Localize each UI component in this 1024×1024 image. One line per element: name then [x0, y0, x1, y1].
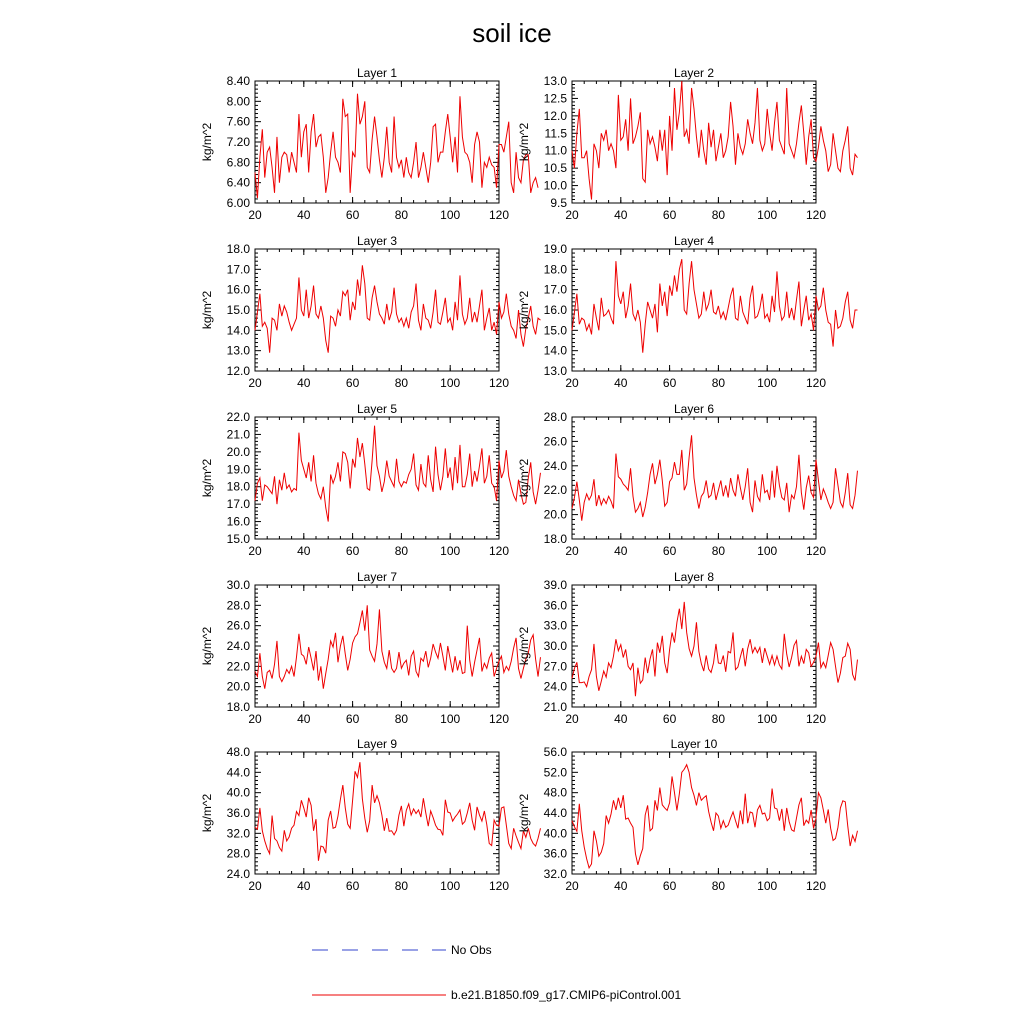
layer-7-ytick-label-2: 22.0: [226, 659, 250, 674]
layer-5-ytick-label-3: 18.0: [226, 479, 250, 494]
layer-3-xtick-label-3: 80: [394, 376, 409, 390]
layer-2-title: Layer 2: [673, 66, 715, 80]
layer-1-xtick-label-1: 40: [297, 208, 311, 222]
layer-5-ytick-label-0: 15.0: [226, 532, 250, 546]
layer-10-ytick-label-6: 56.0: [543, 745, 567, 759]
layer-1-title: Layer 1: [356, 66, 398, 80]
layer-1-xtick-label-5: 120: [488, 208, 510, 222]
layer-4-ytick-label-0: 13.0: [543, 364, 567, 378]
layer-6-ytick-label-2: 22.0: [543, 483, 567, 498]
layer-9-title: Layer 9: [356, 737, 398, 751]
layer-7-xtick-label-4: 100: [440, 712, 461, 726]
layer-4-ytick-label-3: 16.0: [543, 303, 567, 317]
layer-8-xtick-label-5: 120: [805, 712, 827, 726]
layer-7-ytick-label-5: 28.0: [226, 598, 250, 613]
layer-10-ylabel: kg/m^2: [517, 793, 531, 833]
layer-8-ytick-label-5: 36.0: [543, 598, 567, 613]
layer-5-ytick-label-6: 21.0: [226, 427, 250, 442]
layer-4-xtick-label-2: 60: [662, 376, 677, 390]
layer-1-ytick-label-2: 6.80: [226, 155, 250, 170]
layer-10-xtick-label-0: 20: [565, 879, 579, 893]
layer-5-ytick-label-2: 17.0: [226, 497, 250, 512]
layer-3-xtick-label-5: 120: [488, 376, 510, 390]
layer-8-panel: [517, 570, 857, 726]
legend: [312, 943, 681, 1002]
legend-no-obs-label: No Obs: [451, 943, 492, 957]
layer-2-ytick-label-0: 9.5: [550, 196, 567, 210]
layer-5-ytick-label-4: 19.0: [226, 462, 250, 477]
layer-7-ytick-label-6: 30.0: [226, 578, 250, 592]
layer-7-xtick-label-5: 120: [488, 712, 510, 726]
layer-7-ylabel: kg/m^2: [200, 626, 214, 666]
layer-1-xtick-label-4: 100: [440, 208, 461, 222]
layer-7-xtick-label-1: 40: [297, 712, 311, 726]
layer-2-xtick-label-5: 120: [805, 208, 827, 222]
layer-2-ytick-label-3: 11.0: [544, 143, 567, 158]
layer-4-ytick-label-5: 18.0: [543, 262, 567, 277]
layer-3-xtick-label-1: 40: [297, 376, 311, 390]
layer-4-ylabel: kg/m^2: [517, 290, 531, 330]
layer-3-series-line: [255, 265, 540, 352]
layer-3-ylabel: kg/m^2: [200, 290, 214, 330]
layer-3-panel: [200, 234, 540, 390]
layer-4-xtick-label-0: 20: [565, 376, 579, 390]
layer-2-xtick-label-2: 60: [662, 208, 677, 222]
layer-9-ytick-label-6: 48.0: [226, 745, 250, 759]
layer-9-ylabel: kg/m^2: [200, 793, 214, 833]
layer-1-ytick-label-3: 7.20: [226, 135, 250, 149]
layer-7-panel: [200, 570, 540, 726]
layer-6-ytick-label-3: 24.0: [543, 458, 567, 473]
layer-8-xtick-label-2: 60: [662, 712, 677, 726]
layer-5-xtick-label-0: 20: [248, 544, 262, 558]
layer-3-ytick-label-2: 14.0: [226, 323, 250, 338]
layer-8-xtick-label-0: 20: [565, 712, 579, 726]
layer-6-xtick-label-1: 40: [614, 544, 628, 558]
layer-6-xtick-label-4: 100: [757, 544, 778, 558]
layer-1-ytick-label-1: 6.40: [226, 175, 250, 190]
layer-7-ytick-label-3: 24.0: [226, 639, 250, 653]
layer-8-title: Layer 8: [673, 570, 715, 584]
layer-2-ylabel: kg/m^2: [517, 122, 531, 162]
layer-5-xtick-label-4: 100: [440, 544, 461, 558]
layer-10-xtick-label-5: 120: [805, 879, 827, 893]
layer-3-title: Layer 3: [356, 234, 398, 248]
layer-3-ytick-label-5: 17.0: [226, 262, 250, 277]
layer-6-ytick-label-4: 26.0: [543, 434, 567, 449]
layer-10-panel: [517, 737, 857, 893]
layer-6-ylabel: kg/m^2: [517, 458, 531, 498]
panels: [200, 66, 857, 893]
layer-9-ytick-label-0: 24.0: [226, 867, 250, 881]
layer-8-xtick-label-1: 40: [614, 712, 628, 726]
layer-2-xtick-label-1: 40: [614, 208, 628, 222]
layer-3-ytick-label-1: 13.0: [226, 343, 250, 358]
layer-3-ytick-label-0: 12.0: [226, 364, 250, 378]
layer-5-xtick-label-3: 80: [394, 544, 409, 558]
layer-6-xtick-label-0: 20: [565, 544, 579, 558]
layer-2-ytick-label-5: 12.0: [543, 108, 567, 123]
layer-4-xtick-label-3: 80: [711, 376, 726, 390]
layer-9-ytick-label-3: 36.0: [226, 806, 250, 820]
layer-8-ytick-label-4: 33.0: [543, 618, 567, 633]
layer-5-panel: [200, 402, 540, 558]
layer-8-ytick-label-6: 39.0: [543, 578, 567, 592]
layer-6-ytick-label-5: 28.0: [543, 410, 567, 424]
layer-10-frame: [572, 752, 816, 874]
layer-3-ytick-label-3: 15.0: [226, 303, 250, 317]
layer-1-ylabel: kg/m^2: [200, 122, 214, 162]
layer-2-ytick-label-1: 10.0: [543, 178, 567, 193]
layer-9-panel: [200, 737, 540, 893]
layer-7-ytick-label-0: 18.0: [226, 700, 250, 714]
layer-6-series-line: [572, 435, 857, 520]
layer-10-ytick-label-0: 32.0: [543, 867, 567, 881]
layer-5-frame: [255, 417, 499, 539]
layer-4-xtick-label-4: 100: [757, 376, 778, 390]
layer-7-xtick-label-0: 20: [248, 712, 262, 726]
layer-4-ytick-label-1: 14.0: [543, 343, 567, 358]
layer-5-ylabel: kg/m^2: [200, 458, 214, 498]
layer-9-ytick-label-4: 40.0: [226, 785, 250, 800]
layer-8-ytick-label-2: 27.0: [543, 659, 567, 674]
layer-8-ytick-label-0: 21.0: [543, 700, 567, 714]
legend-model-label: b.e21.B1850.f09_g17.CMIP6-piControl.001: [451, 988, 682, 1002]
layer-7-ytick-label-4: 26.0: [226, 618, 250, 633]
layer-10-ytick-label-2: 40.0: [543, 826, 567, 841]
layer-10-ytick-label-1: 36.0: [543, 846, 567, 861]
layer-2-ytick-label-7: 13.0: [543, 74, 567, 88]
layer-3-xtick-label-0: 20: [248, 376, 262, 390]
layer-10-ytick-label-5: 52.0: [543, 765, 567, 780]
layer-9-xtick-label-3: 80: [394, 879, 409, 893]
layer-2-ytick-label-6: 12.5: [543, 91, 567, 106]
layer-1-xtick-label-2: 60: [345, 208, 360, 222]
layer-2-panel: [517, 66, 857, 222]
layer-4-ytick-label-4: 17.0: [543, 282, 567, 297]
layer-9-xtick-label-0: 20: [248, 879, 262, 893]
layer-7-xtick-label-3: 80: [394, 712, 409, 726]
layer-3-xtick-label-2: 60: [345, 376, 360, 390]
layer-8-series-line: [572, 602, 857, 696]
layer-1-ytick-label-6: 8.40: [226, 74, 250, 88]
layer-2-xtick-label-4: 100: [757, 208, 778, 222]
layer-10-xtick-label-4: 100: [757, 879, 778, 893]
layer-7-ytick-label-1: 20.0: [226, 679, 250, 694]
layer-4-xtick-label-5: 120: [805, 376, 827, 390]
layer-6-xtick-label-2: 60: [662, 544, 677, 558]
layer-5-xtick-label-2: 60: [345, 544, 360, 558]
layer-4-xtick-label-1: 40: [614, 376, 628, 390]
layer-5-ytick-label-1: 16.0: [226, 514, 250, 529]
layer-9-xtick-label-4: 100: [440, 879, 461, 893]
layer-5-xtick-label-1: 40: [297, 544, 311, 558]
layer-10-xtick-label-2: 60: [662, 879, 677, 893]
layer-5-xtick-label-5: 120: [488, 544, 510, 558]
layer-1-series-line: [255, 94, 538, 198]
layer-2-ytick-label-2: 10.5: [543, 161, 567, 176]
layer-10-xtick-label-3: 80: [711, 879, 726, 893]
layer-1-xtick-label-0: 20: [248, 208, 262, 222]
layer-9-xtick-label-5: 120: [488, 879, 510, 893]
layer-6-panel: [517, 402, 857, 558]
layer-5-title: Layer 5: [356, 402, 398, 416]
layer-9-frame: [255, 752, 499, 874]
layer-3-xtick-label-4: 100: [440, 376, 461, 390]
layer-7-xtick-label-2: 60: [345, 712, 360, 726]
layer-10-xtick-label-1: 40: [614, 879, 628, 893]
layer-4-panel: [517, 234, 857, 390]
layer-8-xtick-label-3: 80: [711, 712, 726, 726]
layer-10-ytick-label-3: 44.0: [543, 806, 567, 820]
layer-8-xtick-label-4: 100: [757, 712, 778, 726]
layer-5-ytick-label-7: 22.0: [226, 410, 250, 424]
layer-9-xtick-label-1: 40: [297, 879, 311, 893]
layer-8-ylabel: kg/m^2: [517, 626, 531, 666]
layer-6-xtick-label-3: 80: [711, 544, 726, 558]
layer-1-xtick-label-3: 80: [394, 208, 409, 222]
layer-3-ytick-label-4: 16.0: [226, 282, 250, 297]
layer-1-panel: [200, 66, 538, 222]
layer-9-ytick-label-1: 28.0: [226, 846, 250, 861]
layer-8-ytick-label-3: 30.0: [543, 639, 567, 653]
layer-6-ytick-label-0: 18.0: [543, 532, 567, 546]
layer-6-xtick-label-5: 120: [805, 544, 827, 558]
main-title: soil ice: [472, 18, 552, 48]
layer-2-xtick-label-3: 80: [711, 208, 726, 222]
layer-2-xtick-label-0: 20: [565, 208, 579, 222]
layer-6-ytick-label-1: 20.0: [543, 507, 567, 522]
layer-9-xtick-label-2: 60: [345, 879, 360, 893]
layer-1-ytick-label-4: 7.60: [226, 114, 250, 129]
layer-6-title: Layer 6: [673, 402, 715, 416]
layer-5-ytick-label-5: 20.0: [226, 444, 250, 459]
layer-4-ytick-label-6: 19.0: [543, 242, 567, 256]
layer-10-title: Layer 10: [670, 737, 718, 751]
layer-4-ytick-label-2: 15.0: [543, 323, 567, 338]
layer-7-title: Layer 7: [356, 570, 398, 584]
layer-1-ytick-label-5: 8.00: [226, 94, 250, 109]
layer-3-ytick-label-6: 18.0: [226, 242, 250, 256]
layer-2-ytick-label-4: 11.5: [544, 126, 567, 141]
layer-8-ytick-label-1: 24.0: [543, 679, 567, 694]
layer-9-ytick-label-5: 44.0: [226, 765, 250, 780]
layer-1-frame: [255, 81, 499, 203]
layer-1-ytick-label-0: 6.00: [226, 196, 250, 210]
layer-2-frame: [572, 81, 816, 203]
layer-10-ytick-label-4: 48.0: [543, 785, 567, 800]
layer-4-title: Layer 4: [673, 234, 715, 248]
layer-9-ytick-label-2: 32.0: [226, 826, 250, 841]
